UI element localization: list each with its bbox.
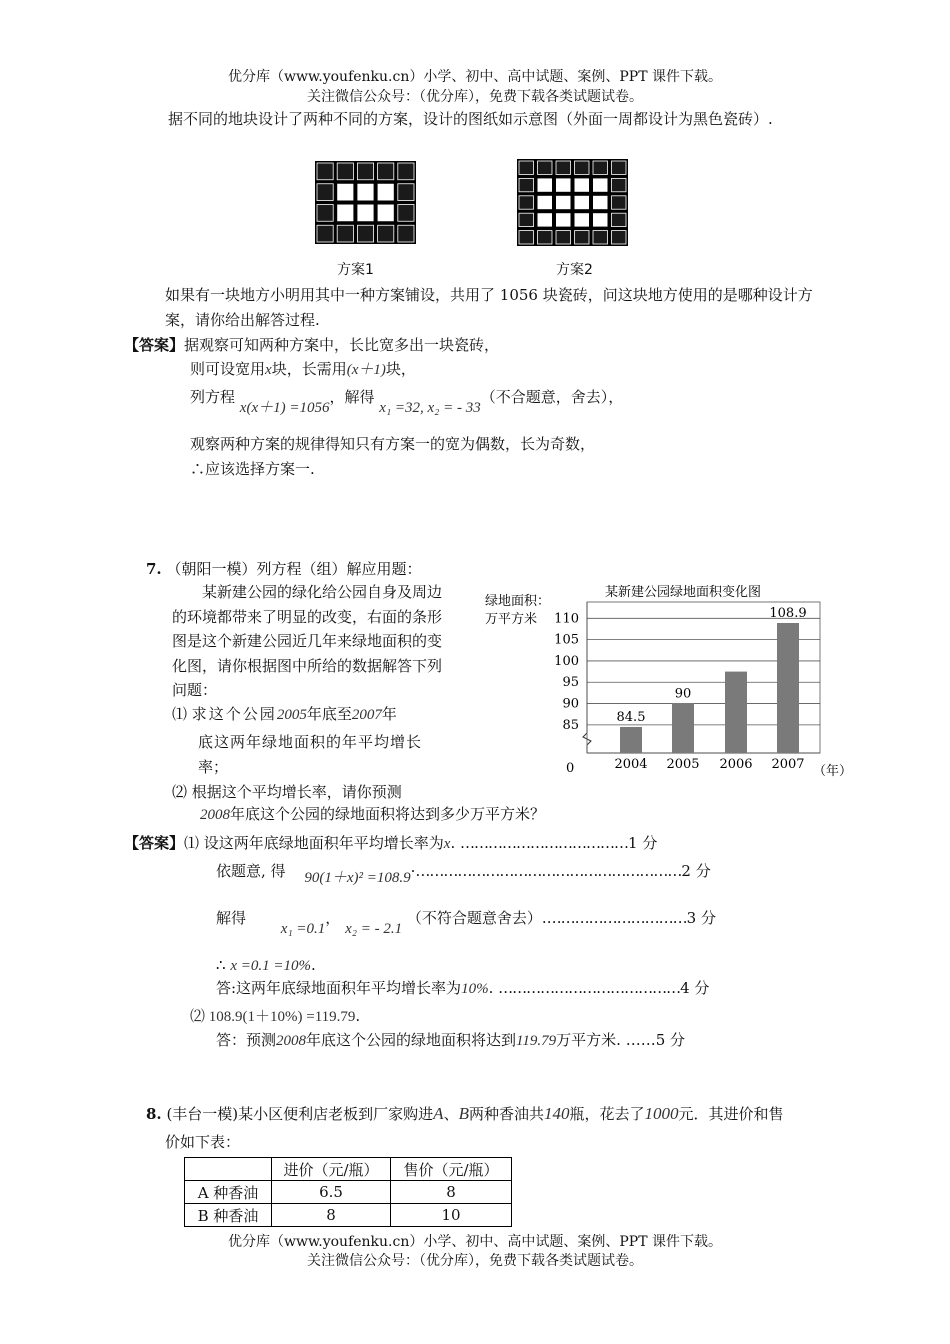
black-tile <box>378 163 394 180</box>
x-tick-label: 2005 <box>666 757 700 772</box>
q6-question-line2: 案，请你给出解答过程. <box>165 311 320 329</box>
q7-part2 <box>172 781 402 802</box>
text: . <box>488 979 494 997</box>
q8-line1 <box>146 1103 784 1124</box>
score: 4 分 <box>680 979 710 997</box>
table-cell: 6.5 <box>272 1181 391 1204</box>
black-tile <box>538 231 553 244</box>
black-tile <box>378 225 394 242</box>
q7-header <box>146 558 421 579</box>
white-tile <box>575 178 590 191</box>
header-line-1: 优分库（www.youfenku.cn）小学、初中、高中试题、案例、PPT 课件下载。 <box>227 69 722 85</box>
chart-ylabel-line2: 万平方米 <box>485 612 538 627</box>
answer-tag: 【答案】 <box>124 336 185 354</box>
text: ， <box>325 909 341 927</box>
black-tile <box>612 196 627 209</box>
chart-ylabel-line1: 绿地面积： <box>485 594 551 609</box>
black-tile <box>612 231 627 244</box>
q6-intro: 据不同的地块设计了两种不同的方案，设计的图纸如示意图（外面一周都设计为黑色瓷砖）. <box>168 110 773 128</box>
year: 2008 <box>276 1033 307 1049</box>
q7-body: 某新建公园的绿化给公园自身及周边的环境都带来了明显的改变，右面的条形图是这个新建公园近几年来绿地面积的变化图，请你根据图中所给的数据解答下列问题： <box>172 583 443 699</box>
black-tile <box>575 231 590 244</box>
black-tile <box>398 184 414 201</box>
q7-part1-line2: 底这两年绿地面积的年平均增长 <box>198 733 423 751</box>
black-tile <box>337 163 353 180</box>
text: 瓶，花去了 <box>569 1105 645 1123</box>
x-tick-label: 2004 <box>614 757 648 772</box>
white-tile <box>575 196 590 209</box>
black-tile <box>357 163 373 180</box>
black-tile <box>556 161 571 174</box>
footer-line-2: 关注微信公众号：（优分库），免费下载各类试题试卷。 <box>307 1253 643 1269</box>
plan2-label: 方案2 <box>556 262 593 278</box>
white-tile <box>556 196 571 209</box>
equation: x =0.1 =10% <box>230 958 311 974</box>
x-tick-label: 2007 <box>771 757 805 772</box>
y-tick-label: 85 <box>562 717 579 733</box>
bar-2006 <box>725 672 747 753</box>
text: （不符合题意舍去）. <box>406 909 547 927</box>
year: 2007 <box>351 707 382 723</box>
table-cell: 8 <box>391 1181 512 1204</box>
data-label: 84.5 <box>616 710 646 725</box>
score: 1 分 <box>628 834 658 852</box>
q6-answer-line1: 据观察可知两种方案中，长比宽多出一块瓷砖， <box>184 336 500 354</box>
footer-line-1: 优分库（www.youfenku.cn）小学、初中、高中试题、案例、PPT 课件下载。 <box>227 1234 722 1250</box>
equation: 90(1＋x)² =108.9 <box>304 870 411 886</box>
text: 年 <box>381 705 397 723</box>
q6-answer-line2 <box>190 358 416 379</box>
q8-line2: 价如下表： <box>165 1133 241 1151</box>
black-tile <box>593 161 608 174</box>
text: 求这个公园 <box>191 705 277 723</box>
text: . <box>310 956 316 974</box>
black-tile <box>519 213 534 226</box>
year: 2008 <box>200 807 230 823</box>
data-label: 108.9 <box>769 606 807 621</box>
text: 块，长需用 <box>271 360 347 378</box>
table-row <box>185 1158 512 1181</box>
math-b: B <box>458 1104 469 1123</box>
black-tile <box>538 161 553 174</box>
black-tile <box>519 161 534 174</box>
text: ，解得 <box>329 388 375 406</box>
black-tile <box>398 225 414 242</box>
q7-answer-line6 <box>190 1005 360 1026</box>
table-row <box>185 1204 512 1227</box>
math-a: A <box>433 1104 444 1123</box>
q6-answer-line3 <box>190 386 624 416</box>
white-tile <box>538 196 553 209</box>
text: 列方程 <box>190 388 236 406</box>
white-tile <box>337 205 353 222</box>
white-tile <box>575 213 590 226</box>
q7-answer-line5: 答:这两年底绿地面积年平均增长率为10%. …………………………………4 分 <box>216 979 710 997</box>
white-tile <box>556 178 571 191</box>
white-tile <box>593 196 608 209</box>
equation: x(x＋1) =1056 <box>239 400 330 416</box>
score: 3 分 <box>686 909 716 927</box>
black-tile <box>337 225 353 242</box>
q7-answer-line3: 解得 x₁ =0.1， x₂ = - 2.1 （不符合题意舍去）.…………………………3 分 <box>216 909 716 937</box>
data-label: 90 <box>674 686 692 702</box>
q6-question-line1: 如果有一块地方小明用其中一种方案铺设，共用了 1056 块瓷砖，问这块地方使用的是哪种设计方 <box>165 286 813 304</box>
text: 年底这个公园的绿地面积将达到 <box>306 1031 517 1049</box>
q7-title: （朝阳一模）列方程（组）解应用题： <box>166 560 422 578</box>
q7-number: 7. <box>146 560 162 578</box>
white-tile <box>556 213 571 226</box>
bar-2007 <box>777 623 799 753</box>
price-table <box>184 1157 512 1227</box>
text: . <box>355 1007 361 1025</box>
q7-part2-line2 <box>200 803 545 824</box>
black-tile <box>357 225 373 242</box>
text: 则可设宽用 <box>190 360 266 378</box>
white-tile <box>357 205 373 222</box>
text: 解得 <box>216 909 247 927</box>
black-tile <box>398 205 414 222</box>
y-tick-label: 100 <box>554 653 579 669</box>
black-tile <box>519 178 534 191</box>
black-tile <box>317 184 333 201</box>
text: ⑴ 设这两年底绿地面积年平均增长率为 <box>184 834 444 852</box>
math-expr: (x＋1) <box>346 362 386 378</box>
text: 块， <box>385 360 416 378</box>
answer-tag: 【答案】 <box>124 834 185 852</box>
black-tile <box>575 161 590 174</box>
black-tile <box>612 178 627 191</box>
solution-1: x₁ =0.1 <box>280 921 326 937</box>
white-tile <box>538 213 553 226</box>
q7-part1 <box>172 703 456 724</box>
table-cell <box>185 1158 272 1181</box>
plan1-grid <box>314 160 418 246</box>
bar-chart <box>480 578 860 783</box>
table-cell: 售价（元/瓶） <box>391 1158 512 1181</box>
text: 答：预测 <box>216 1031 277 1049</box>
text: 元．其进价和售 <box>678 1105 784 1123</box>
value: 140 <box>543 1104 570 1123</box>
black-tile <box>317 163 333 180</box>
text: 依题意, 得 <box>216 862 286 880</box>
chart-origin: 0 <box>566 761 575 776</box>
x-tick-label: 2006 <box>719 757 753 772</box>
text: . <box>450 834 456 852</box>
chart-xlabel: （年） <box>813 764 853 779</box>
bar-2005 <box>672 704 694 753</box>
q7-answer-line7 <box>216 1029 685 1050</box>
text: (丰台一模)某小区便利店老板到厂家购进 <box>166 1105 434 1123</box>
y-tick-label: 95 <box>562 675 579 691</box>
y-tick-label: 110 <box>554 611 579 627</box>
math-x: x <box>443 836 451 852</box>
score: ……5 分 <box>625 1031 686 1049</box>
black-tile <box>317 205 333 222</box>
table-cell: 进价（元/瓶） <box>272 1158 391 1181</box>
q6-answer-line4: 观察两种方案的规律得知只有方案一的宽为偶数，长为奇数， <box>190 435 596 453</box>
score: 2 分 <box>681 862 711 880</box>
table-cell: 8 <box>272 1204 391 1227</box>
bar-2004 <box>620 727 642 753</box>
part-number: ⑵ <box>172 783 188 801</box>
y-tick-label: 90 <box>562 696 579 712</box>
q7-answer-line4 <box>216 956 316 975</box>
black-tile <box>593 231 608 244</box>
black-tile <box>398 163 414 180</box>
plan2-grid <box>516 158 630 248</box>
q6-answer-line5: ∴应该选择方案一. <box>190 460 315 478</box>
text: 年底这个公园的绿地面积将达到多少万平方米？ <box>230 805 546 823</box>
text: （不合题意，舍去）， <box>480 388 624 406</box>
text: 答:这两年底绿地面积年平均增长率为 <box>216 979 462 997</box>
table-cell: 10 <box>391 1204 512 1227</box>
text: 根据这个平均增长率，请你预测 <box>191 783 402 801</box>
chart-title: 某新建公园绿地面积变化图 <box>605 585 762 600</box>
white-tile <box>378 205 394 222</box>
value: 119.79 <box>516 1033 557 1049</box>
y-tick-label: 105 <box>554 632 579 648</box>
q7-part1-line3: 率； <box>198 758 229 776</box>
white-tile <box>538 178 553 191</box>
black-tile <box>612 213 627 226</box>
year: 2005 <box>276 707 307 723</box>
solution-2: x₂ = - 2.1 <box>345 921 403 937</box>
solution: x₁ =32, x₂ = - 33 <box>379 400 481 416</box>
white-tile <box>593 213 608 226</box>
black-tile <box>612 161 627 174</box>
q7-answer-line2: 依题意, 得 90(1＋x)² =108.9·…………………………………………………2 分 <box>216 862 711 886</box>
plan1-label: 方案1 <box>337 262 374 278</box>
text: 年底至 <box>306 705 352 723</box>
table-row <box>185 1181 512 1204</box>
part-number: ⑴ <box>172 705 188 723</box>
black-tile <box>556 231 571 244</box>
black-tile <box>317 225 333 242</box>
equation: ⑵ 108.9(1＋10%) =119.79 <box>190 1009 356 1025</box>
therefore: ∴ <box>216 956 226 974</box>
value: 1000 <box>644 1104 679 1123</box>
math-x: x <box>265 362 272 378</box>
white-tile <box>378 184 394 201</box>
white-tile <box>357 184 373 201</box>
q7-answer-line1: 【答案】⑴ 设这两年底绿地面积年平均增长率为x. ………………………………1 分 <box>124 834 658 852</box>
header-line-2: 关注微信公众号：（优分库），免费下载各类试题试卷。 <box>307 89 643 105</box>
white-tile <box>337 184 353 201</box>
q6-answer <box>124 334 499 355</box>
value: 10% <box>461 981 489 997</box>
white-tile <box>593 178 608 191</box>
text: 万平方米. <box>556 1031 621 1049</box>
black-tile <box>519 231 534 244</box>
q8-number: 8. <box>146 1105 162 1123</box>
black-tile <box>519 196 534 209</box>
table-cell: A 种香油 <box>185 1181 272 1204</box>
text: 、 <box>443 1105 459 1123</box>
text: 两种香油共 <box>468 1105 544 1123</box>
table-cell: B 种香油 <box>185 1204 272 1227</box>
